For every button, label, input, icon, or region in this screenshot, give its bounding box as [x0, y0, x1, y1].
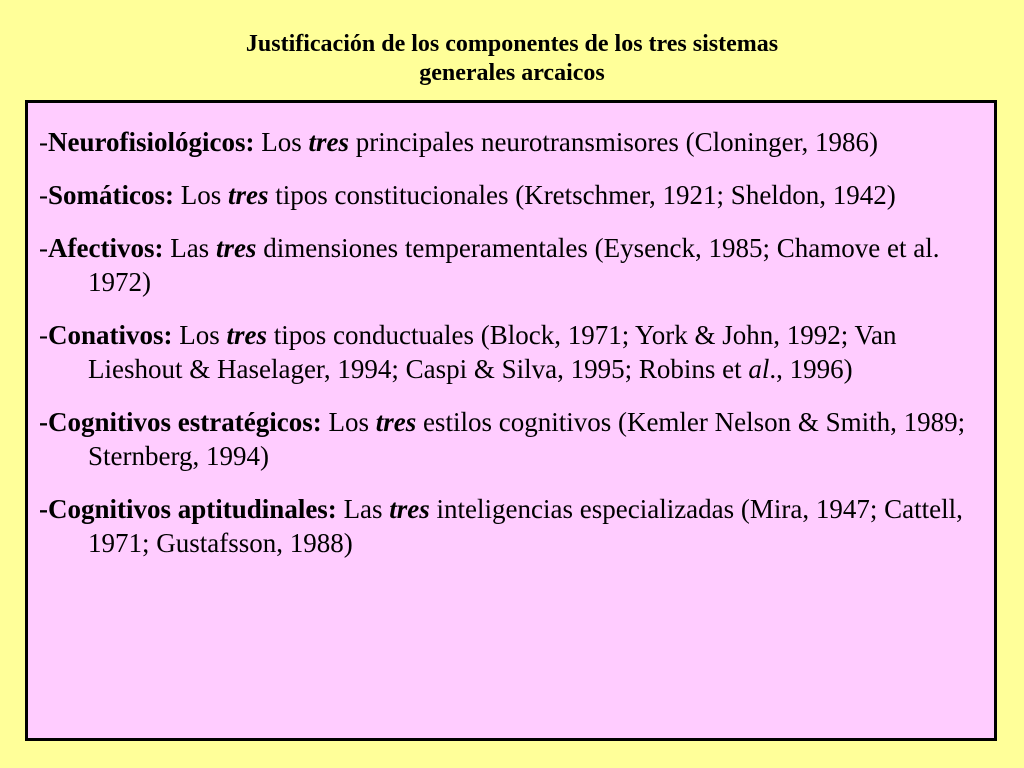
item-article: Los	[180, 180, 222, 210]
item-cognitivos-estrategicos	[39, 405, 978, 473]
item-label: Cognitivos estratégicos:	[48, 407, 322, 437]
slide-title-line-2: generales arcaicos	[419, 60, 605, 86]
item-emphasis: tres	[227, 180, 269, 210]
item-label: Neurofisiológicos:	[48, 127, 255, 157]
item-emphasis: tres	[226, 320, 268, 350]
item-text: inteligencias especializadas (Mira, 1947; Cattell, 1971; Gustafsson, 1988)	[88, 494, 963, 558]
item-afectivos	[39, 231, 978, 299]
item-label-wrap	[39, 320, 173, 350]
item-article: Las	[343, 494, 383, 524]
item-text: tipos conductuales (Block, 1971; York & John, 1992; Van Lieshout & Haselager, 1994; Caspi & Silva, 1995; Robins et	[88, 320, 897, 384]
item-somaticos	[39, 178, 978, 212]
item-text: dimensiones temperamentales (Eysenck, 1985; Chamove et al. 1972)	[88, 233, 940, 297]
item-conativos	[39, 318, 978, 386]
slide-title-line-1: Justificación de los componentes de los tres sistemas	[245, 31, 779, 57]
item-dash: -	[39, 494, 48, 524]
item-tail: ., 1996)	[769, 354, 853, 384]
item-article: Los	[261, 127, 302, 157]
item-label-wrap	[39, 127, 254, 157]
item-text: principales neurotransmisores (Cloninger, 1986)	[355, 127, 879, 157]
item-text: tipos constitucionales (Kretschmer, 1921; Sheldon, 1942)	[275, 180, 896, 210]
item-emphasis: tres	[389, 494, 430, 524]
item-dash: -	[39, 320, 48, 350]
item-article: Los	[328, 407, 369, 437]
item-neurofisiologicos	[39, 125, 978, 159]
item-label-wrap	[39, 233, 163, 263]
item-label-wrap	[39, 494, 337, 524]
item-dash: -	[39, 233, 48, 263]
item-emphasis: tres	[215, 233, 257, 263]
item-label: Cognitivos aptitudinales:	[48, 494, 337, 524]
item-dash: -	[39, 180, 48, 210]
item-text: estilos cognitivos (Kemler Nelson & Smith, 1989; Sternberg, 1994)	[88, 407, 966, 471]
item-dash: -	[39, 407, 48, 437]
item-emphasis: tres	[308, 127, 349, 157]
slide-title	[0, 30, 1024, 88]
content-box	[25, 100, 997, 741]
item-emphasis: tres	[375, 407, 417, 437]
item-label: Conativos:	[48, 320, 173, 350]
item-italic: al	[748, 354, 770, 384]
item-dash: -	[39, 127, 48, 157]
item-label-wrap	[39, 180, 174, 210]
item-article: Los	[179, 320, 220, 350]
item-label-wrap	[39, 407, 322, 437]
item-label: Somáticos:	[48, 180, 174, 210]
item-cognitivos-aptitudinales	[39, 492, 978, 560]
item-label: Afectivos:	[48, 233, 164, 263]
item-article: Las	[170, 233, 210, 263]
